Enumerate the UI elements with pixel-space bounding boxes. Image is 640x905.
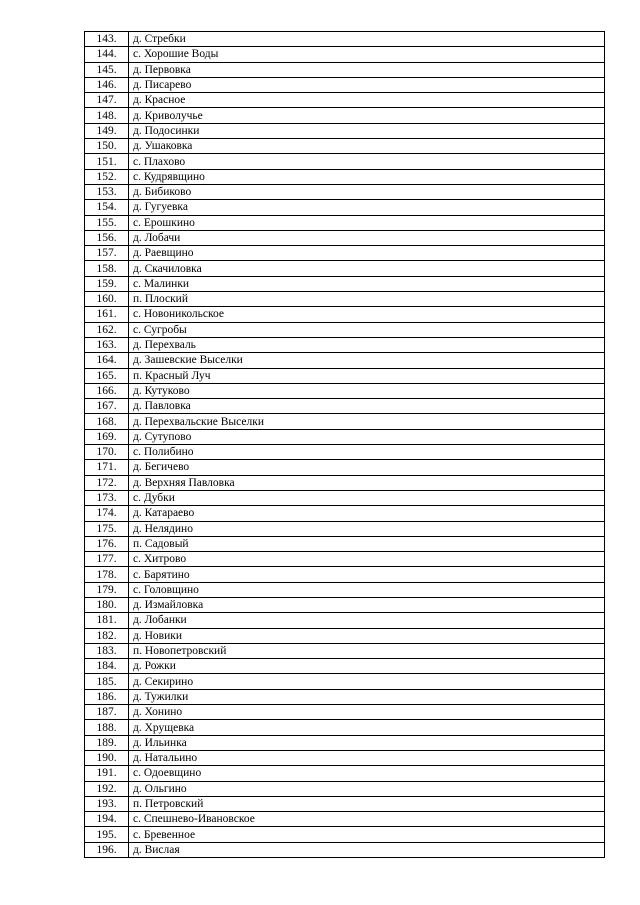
row-number: 194. (85, 812, 129, 827)
settlement-name: с. Дубки (129, 490, 605, 505)
row-number: 189. (85, 735, 129, 750)
row-number: 179. (85, 582, 129, 597)
table-row (85, 93, 605, 108)
row-number: 144. (85, 47, 129, 62)
settlement-name: д. Лобачи (129, 230, 605, 245)
settlement-name: д. Рожки (129, 659, 605, 674)
row-number: 196. (85, 842, 129, 857)
table-row (85, 766, 605, 781)
settlement-name: д. Перехваль (129, 337, 605, 352)
table-row (85, 261, 605, 276)
settlement-name: п. Петровский (129, 796, 605, 811)
table-row (85, 276, 605, 291)
settlement-name: д. Писарево (129, 77, 605, 92)
table-row (85, 154, 605, 169)
row-number: 191. (85, 766, 129, 781)
row-number: 185. (85, 674, 129, 689)
row-number: 176. (85, 536, 129, 551)
settlement-name: д. Измайловка (129, 597, 605, 612)
settlement-name: д. Перехвальские Выселки (129, 414, 605, 429)
row-number: 164. (85, 353, 129, 368)
settlement-name: п. Красный Луч (129, 368, 605, 383)
settlement-name: п. Плоский (129, 292, 605, 307)
settlement-name: д. Ольгино (129, 781, 605, 796)
settlement-name: д. Кутуково (129, 383, 605, 398)
table-row (85, 781, 605, 796)
row-number: 145. (85, 62, 129, 77)
row-number: 177. (85, 552, 129, 567)
row-number: 157. (85, 246, 129, 261)
table-row (85, 567, 605, 582)
row-number: 162. (85, 322, 129, 337)
row-number: 183. (85, 643, 129, 658)
table-row (85, 123, 605, 138)
settlement-name: д. Подосинки (129, 123, 605, 138)
settlement-name: д. Нелядино (129, 521, 605, 536)
settlement-name: д. Верхняя Павловка (129, 475, 605, 490)
settlement-name: п. Садовый (129, 536, 605, 551)
row-number: 148. (85, 108, 129, 123)
table-row (85, 62, 605, 77)
table-row (85, 796, 605, 811)
row-number: 147. (85, 93, 129, 108)
settlement-name: с. Спешнево-Ивановское (129, 812, 605, 827)
row-number: 163. (85, 337, 129, 352)
settlement-name: д. Тужилки (129, 689, 605, 704)
settlement-name: д. Ушаковка (129, 139, 605, 154)
table-row (85, 659, 605, 674)
row-number: 155. (85, 215, 129, 230)
row-number: 187. (85, 705, 129, 720)
row-number: 172. (85, 475, 129, 490)
table-row (85, 643, 605, 658)
row-number: 188. (85, 720, 129, 735)
table-row (85, 705, 605, 720)
table-row (85, 812, 605, 827)
settlement-name: д. Красное (129, 93, 605, 108)
table-row (85, 689, 605, 704)
settlement-name: с. Малинки (129, 276, 605, 291)
table-row (85, 246, 605, 261)
table-row (85, 139, 605, 154)
table-row (85, 720, 605, 735)
row-number: 192. (85, 781, 129, 796)
row-number: 168. (85, 414, 129, 429)
settlement-name: д. Стребки (129, 32, 605, 47)
row-number: 150. (85, 139, 129, 154)
row-number: 153. (85, 184, 129, 199)
table-row (85, 337, 605, 352)
row-number: 165. (85, 368, 129, 383)
settlement-name: с. Барятино (129, 567, 605, 582)
settlements-table (84, 31, 605, 858)
table-row (85, 399, 605, 414)
settlement-name: д. Секирино (129, 674, 605, 689)
settlement-name: с. Хорошие Воды (129, 47, 605, 62)
row-number: 149. (85, 123, 129, 138)
table-row (85, 77, 605, 92)
table-row (85, 506, 605, 521)
settlement-name: с. Новоникольское (129, 307, 605, 322)
settlement-name: д. Криволучье (129, 108, 605, 123)
row-number: 160. (85, 292, 129, 307)
table-row (85, 827, 605, 842)
settlement-name: д. Вислая (129, 842, 605, 857)
settlement-name: с. Плахово (129, 154, 605, 169)
settlement-name: д. Бегичево (129, 460, 605, 475)
table-row (85, 613, 605, 628)
table-row (85, 628, 605, 643)
row-number: 173. (85, 490, 129, 505)
table-row (85, 230, 605, 245)
table-row (85, 750, 605, 765)
table-row (85, 490, 605, 505)
table-row (85, 414, 605, 429)
row-number: 146. (85, 77, 129, 92)
settlement-name: с. Бревенное (129, 827, 605, 842)
table-row (85, 735, 605, 750)
row-number: 175. (85, 521, 129, 536)
table-row (85, 215, 605, 230)
settlement-name: д. Натальино (129, 750, 605, 765)
row-number: 143. (85, 32, 129, 47)
row-number: 190. (85, 750, 129, 765)
row-number: 180. (85, 597, 129, 612)
table-row (85, 383, 605, 398)
row-number: 156. (85, 230, 129, 245)
row-number: 171. (85, 460, 129, 475)
row-number: 184. (85, 659, 129, 674)
table-row (85, 536, 605, 551)
settlement-name: д. Первовка (129, 62, 605, 77)
table-row (85, 200, 605, 215)
table-row (85, 429, 605, 444)
settlement-name: д. Бибиково (129, 184, 605, 199)
table-row (85, 521, 605, 536)
settlements-table-body (85, 32, 605, 858)
settlement-name: д. Сутупово (129, 429, 605, 444)
table-row (85, 674, 605, 689)
table-row (85, 47, 605, 62)
table-row (85, 353, 605, 368)
settlement-name: с. Одоевщино (129, 766, 605, 781)
row-number: 158. (85, 261, 129, 276)
settlement-name: п. Новопетровский (129, 643, 605, 658)
settlement-name: с. Ерошкино (129, 215, 605, 230)
row-number: 182. (85, 628, 129, 643)
settlement-name: д. Гугуевка (129, 200, 605, 215)
table-row (85, 445, 605, 460)
table-row (85, 108, 605, 123)
row-number: 166. (85, 383, 129, 398)
settlement-name: с. Кудрявщино (129, 169, 605, 184)
settlement-name: с. Головщино (129, 582, 605, 597)
settlement-name: с. Хитрово (129, 552, 605, 567)
row-number: 151. (85, 154, 129, 169)
table-row (85, 169, 605, 184)
table-row (85, 322, 605, 337)
row-number: 174. (85, 506, 129, 521)
row-number: 193. (85, 796, 129, 811)
table-row (85, 552, 605, 567)
table-row (85, 842, 605, 857)
settlement-name: д. Павловка (129, 399, 605, 414)
table-row (85, 597, 605, 612)
settlement-name: д. Хрущевка (129, 720, 605, 735)
table-row (85, 460, 605, 475)
settlement-name: д. Лобанки (129, 613, 605, 628)
settlement-name: д. Хонино (129, 705, 605, 720)
row-number: 186. (85, 689, 129, 704)
table-row (85, 32, 605, 47)
table-row (85, 582, 605, 597)
settlement-name: с. Сугробы (129, 322, 605, 337)
table-row (85, 475, 605, 490)
row-number: 169. (85, 429, 129, 444)
settlement-name: д. Новики (129, 628, 605, 643)
row-number: 195. (85, 827, 129, 842)
settlement-name: д. Скачиловка (129, 261, 605, 276)
settlement-name: д. Раевщино (129, 246, 605, 261)
table-row (85, 292, 605, 307)
table-row (85, 184, 605, 199)
row-number: 178. (85, 567, 129, 582)
settlement-name: с. Полибино (129, 445, 605, 460)
row-number: 161. (85, 307, 129, 322)
table-row (85, 368, 605, 383)
row-number: 152. (85, 169, 129, 184)
row-number: 154. (85, 200, 129, 215)
row-number: 170. (85, 445, 129, 460)
settlement-name: д. Катараево (129, 506, 605, 521)
settlement-name: д. Зашевские Выселки (129, 353, 605, 368)
settlement-name: д. Ильинка (129, 735, 605, 750)
table-row (85, 307, 605, 322)
row-number: 167. (85, 399, 129, 414)
row-number: 181. (85, 613, 129, 628)
row-number: 159. (85, 276, 129, 291)
